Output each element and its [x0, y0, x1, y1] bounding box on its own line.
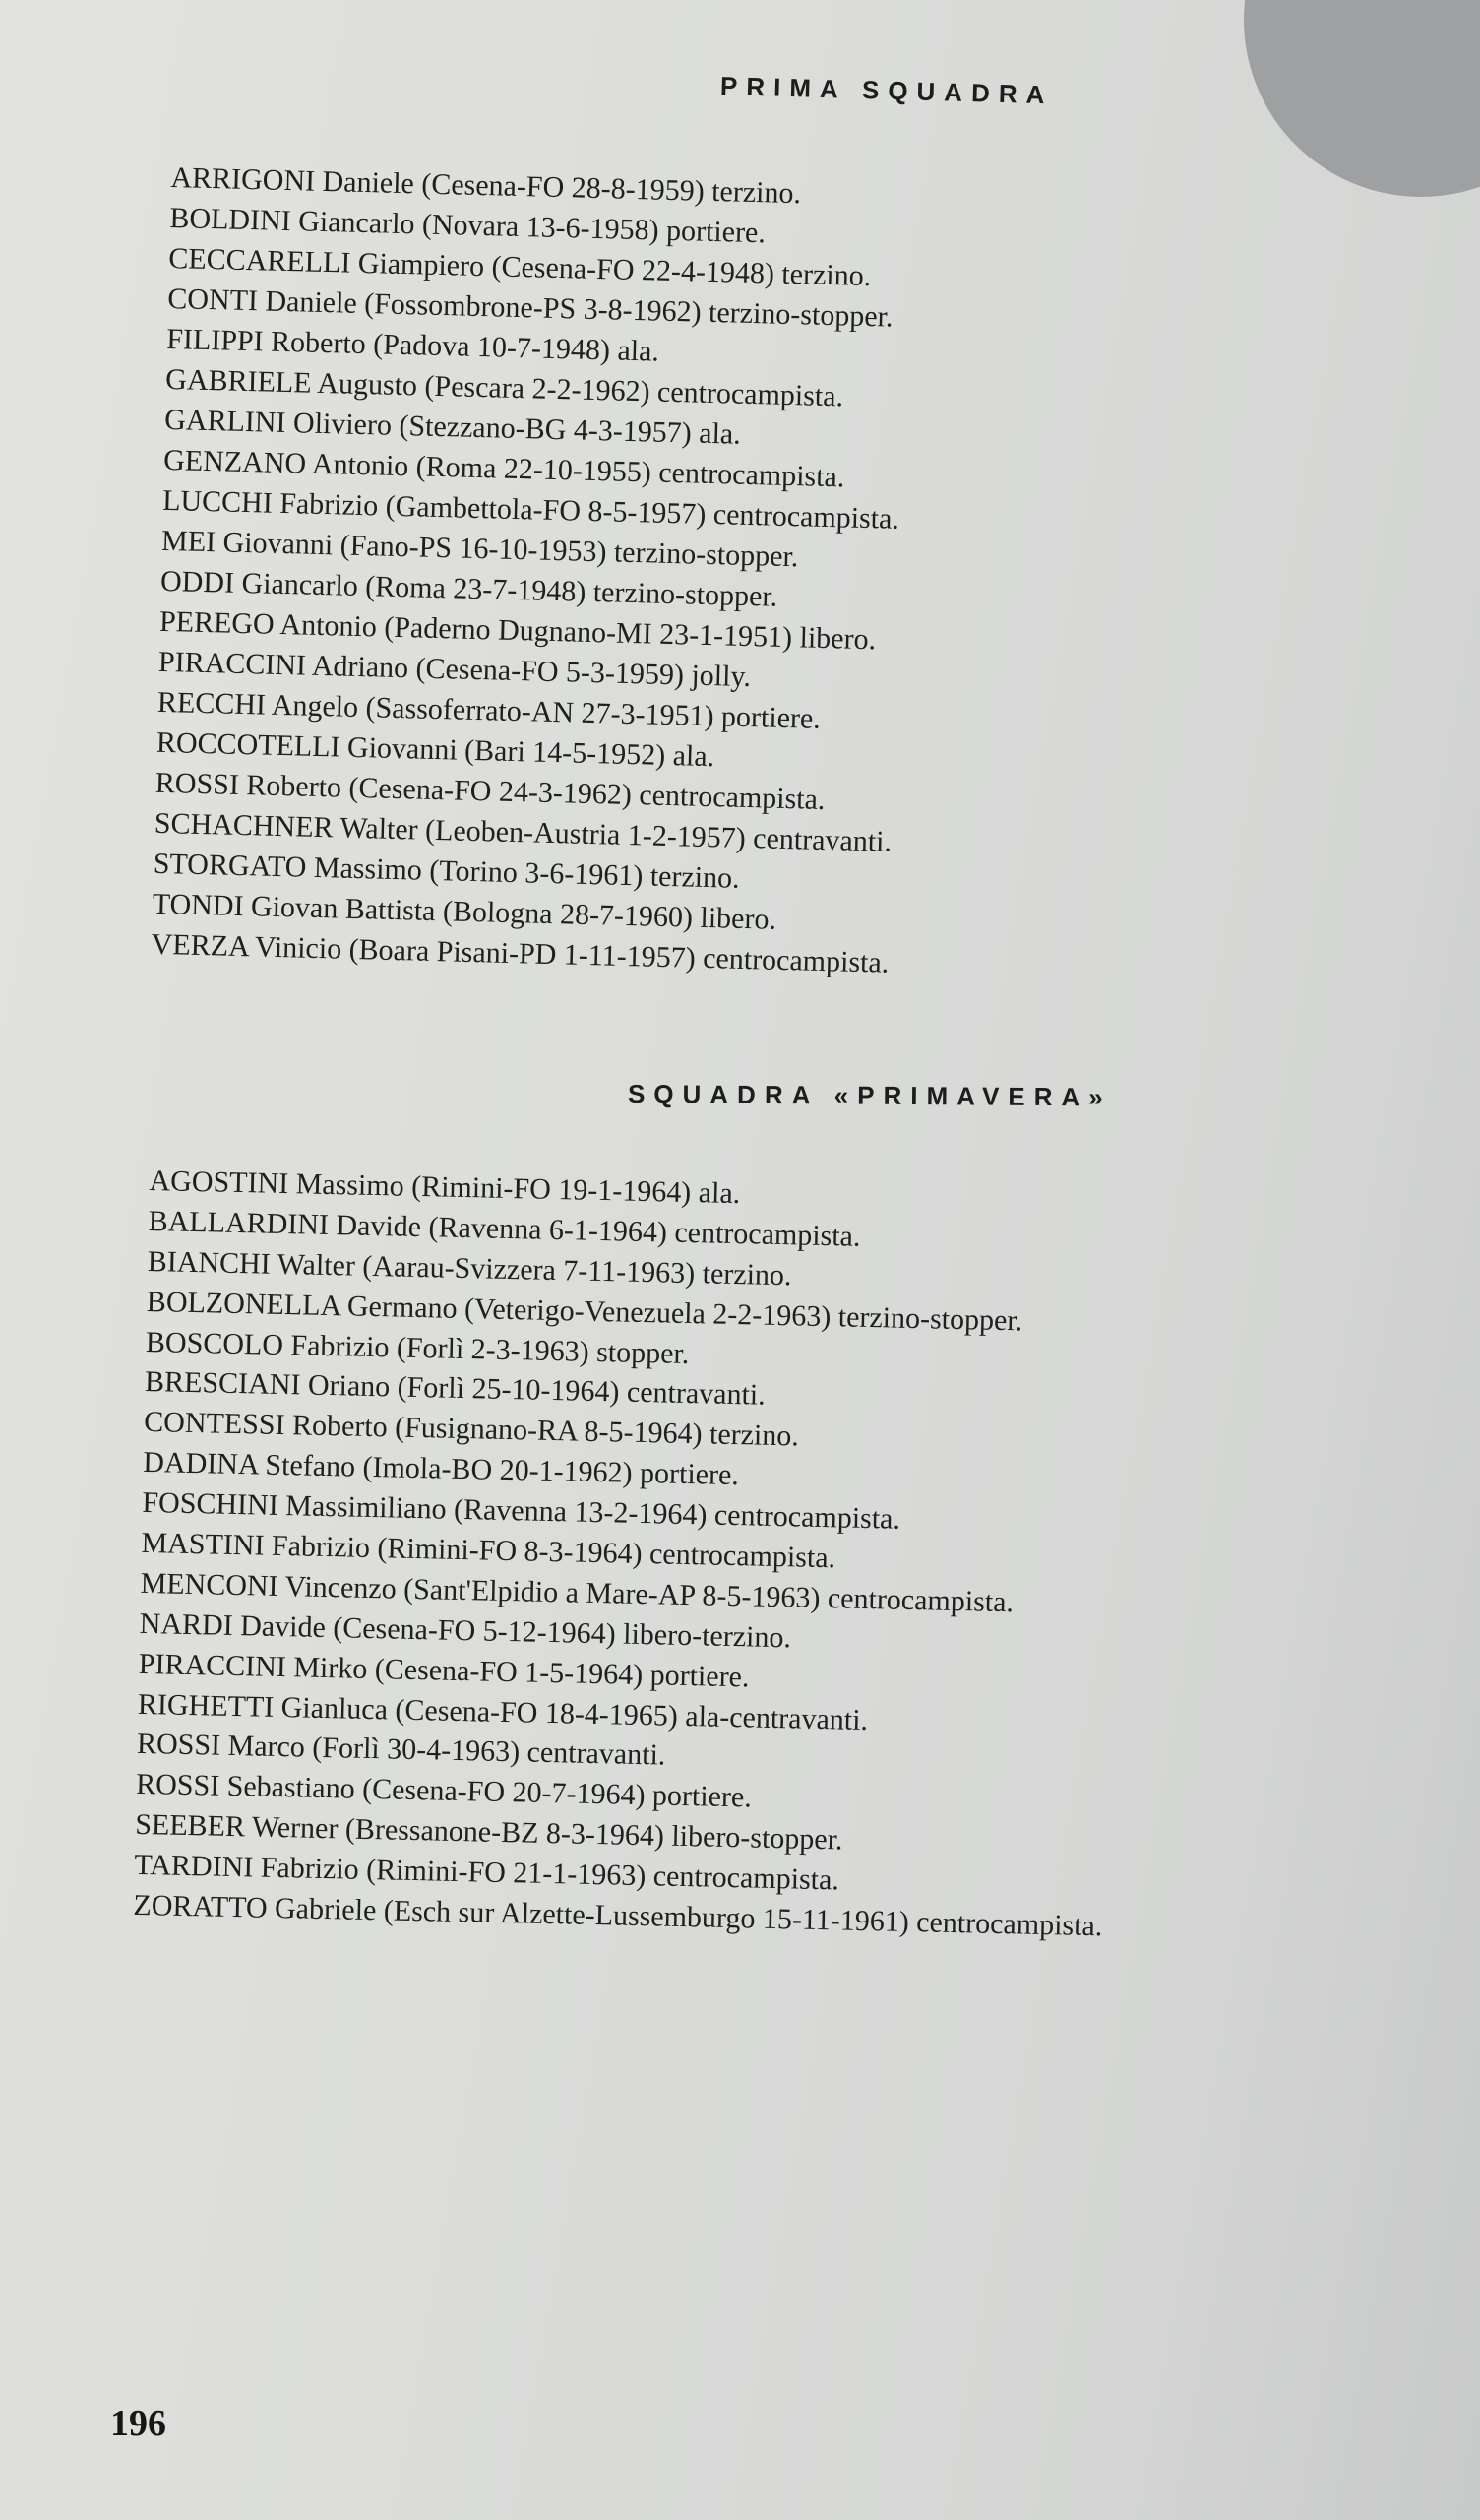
player-entry: MASTINI Fabrizio (Rimini-FO 8-3-1964) centrocampista. [141, 1526, 836, 1575]
first-team-title: PRIMA SQUADRA [719, 71, 1054, 110]
player-entry: CONTI Daniele (Fossombrone-PS 3-8-1962) terzino-stopper. [166, 282, 894, 334]
player-entry: BOLZONELLA Germano (Veterigo-Venezuela 2-2-1963) terzino-stopper. [146, 1285, 1023, 1338]
player-entry: ODDI Giancarlo (Roma 23-7-1948) terzino-stopper. [159, 564, 778, 613]
player-entry: BIANCHI Walter (Aarau-Svizzera 7-11-1963) terzino. [147, 1244, 792, 1292]
player-entry: GENZANO Antonio (Roma 22-10-1955) centrocampista. [162, 443, 845, 494]
player-entry: ZORATTO Gabriele (Esch sur Alzette-Lussemburgo 15-11-1961) centrocampista. [133, 1888, 1103, 1943]
player-entry: VERZA Vinicio (Boara Pisani-PD 1-11-1957) centrocampista. [151, 927, 890, 979]
player-entry: PEREGO Antonio (Paderno Dugnano-MI 23-1-1951) libero. [158, 604, 877, 657]
player-entry: ARRIGONI Daniele (Cesena-FO 28-8-1959) terzino. [170, 160, 802, 211]
player-entry: FILIPPI Roberto (Padova 10-7-1948) ala. [165, 322, 660, 368]
first-team-roster [151, 158, 1400, 995]
player-entry: LUCCHI Fabrizio (Gambettola-FO 8-5-1957) centrocampista. [161, 483, 900, 536]
player-entry: BOLDINI Giancarlo (Novara 13-6-1958) portiere. [169, 201, 767, 250]
player-entry: MENCONI Vincenzo (Sant'Elpidio a Mare-AP 8-5-1963) centrocampista. [140, 1566, 1015, 1619]
player-entry: GARLINI Oliviero (Stezzano-BG 4-3-1957) ala. [163, 403, 742, 451]
player-entry: TARDINI Fabrizio (Rimini-FO 21-1-1963) centrocampista. [134, 1848, 840, 1897]
player-entry: AGOSTINI Massimo (Rimini-FO 19-1-1964) ala. [149, 1164, 741, 1211]
player-entry: ROSSI Marco (Forlì 30-4-1963) centravanti. [136, 1728, 666, 1773]
page-number: 196 [110, 2403, 166, 2444]
player-entry: TONDI Giovan Battista (Bologna 28-7-1960) libero. [152, 887, 777, 936]
player-entry: ROSSI Sebastiano (Cesena-FO 20-7-1964) portiere. [135, 1768, 753, 1814]
player-entry: DADINA Stefano (Imola-BO 20-1-1962) portiere. [142, 1446, 740, 1492]
player-entry: BRESCIANI Oriano (Forlì 25-10-1964) centravanti. [144, 1365, 767, 1413]
player-entry: NARDI Davide (Cesena-FO 5-12-1964) libero-terzino. [139, 1606, 792, 1655]
player-entry: MEI Giovanni (Fano-PS 16-10-1953) terzino-stopper. [160, 524, 799, 574]
player-entry: STORGATO Massimo (Torino 3-6-1961) terzino. [153, 847, 740, 895]
player-entry: SEEBER Werner (Bressanone-BZ 8-3-1964) libero-stopper. [134, 1808, 843, 1857]
page-curl-shadow [1244, 0, 1480, 197]
player-entry: RIGHETTI Gianluca (Cesena-FO 18-4-1965) ala-centravanti. [137, 1687, 869, 1736]
player-entry: SCHACHNER Walter (Leoben-Austria 1-2-1957) centravanti. [154, 806, 893, 858]
player-entry: FOSCHINI Massimiliano (Ravenna 13-2-1964) centrocampista. [142, 1486, 901, 1536]
player-entry: RECCHI Angelo (Sassoferrato-AN 27-3-1951) portiere. [156, 685, 822, 735]
player-entry: GABRIELE Augusto (Pescara 2-2-1962) centrocampista. [164, 362, 844, 413]
youth-team-title: SQUADRA «PRIMAVERA» [627, 1079, 1112, 1112]
player-entry: PIRACCINI Adriano (Cesena-FO 5-3-1959) jolly. [157, 645, 752, 694]
youth-team-roster [133, 1162, 1380, 1953]
player-entry: BOSCOLO Fabrizio (Forlì 2-3-1963) stopper. [145, 1325, 690, 1370]
player-entry: CECCARELLI Giampiero (Cesena-FO 22-4-1948) terzino. [167, 241, 872, 293]
player-entry: PIRACCINI Mirko (Cesena-FO 1-5-1964) portiere. [138, 1647, 750, 1694]
player-entry: CONTESSI Roberto (Fusignano-RA 8-5-1964) terzino. [143, 1406, 800, 1453]
player-entry: BALLARDINI Davide (Ravenna 6-1-1964) centrocampista. [148, 1204, 861, 1253]
player-entry: ROSSI Roberto (Cesena-FO 24-3-1962) centrocampista. [154, 766, 826, 817]
player-entry: ROCCOTELLI Giovanni (Bari 14-5-1952) ala. [155, 725, 715, 774]
